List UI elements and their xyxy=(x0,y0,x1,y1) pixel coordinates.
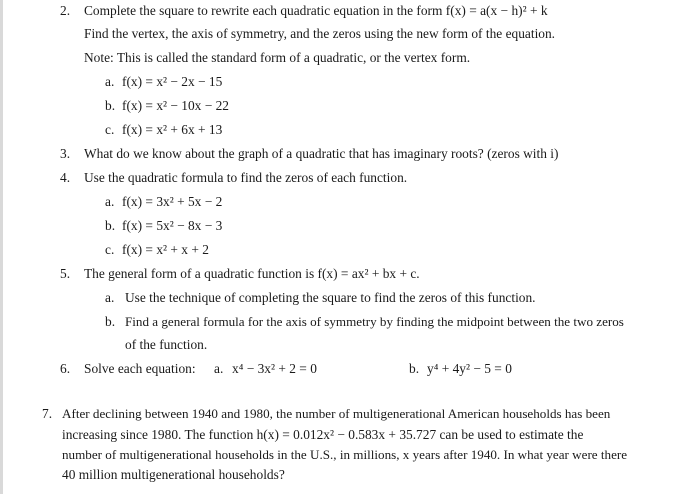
problem-4a-expression: f(x) = 3x² + 5x − 2 xyxy=(122,194,223,209)
problem-6b-expression: y⁴ + 4y² − 5 = 0 xyxy=(427,361,512,376)
problem-4b-expression: f(x) = 5x² − 8x − 3 xyxy=(122,218,223,233)
problem-2c-expression: f(x) = x² + 6x + 13 xyxy=(122,122,223,137)
problem-4c-expression: f(x) = x² + x + 2 xyxy=(122,242,209,257)
problem-2-note: Note: This is called the standard form of a quadratic, or the vertex form. xyxy=(84,50,471,65)
problem-5a-label: a. xyxy=(105,290,115,305)
problem-2a-label: a. xyxy=(105,74,115,89)
problem-2-prompt: Complete the square to rewrite each quadratic equation in the form f(x) = a(x − h)² + k xyxy=(84,3,548,18)
problem-7-line-2: increasing since 1980. The function h(x) = 0.012x² − 0.583x + 35.727 can be used to estimate the xyxy=(62,427,584,442)
problem-2b-expression: f(x) = x² − 10x − 22 xyxy=(122,98,230,113)
problem-6a-label: a. xyxy=(214,361,224,376)
problem-7-number: 7. xyxy=(42,406,53,421)
problem-2a-expression: f(x) = x² − 2x − 15 xyxy=(122,74,223,89)
problem-7-line-3: number of multigenerational households in the U.S., in millions, x years after 1940. In what year were there xyxy=(62,447,628,462)
problem-4c-label: c. xyxy=(105,242,115,257)
problem-5-number: 5. xyxy=(60,266,71,281)
problem-6b-label: b. xyxy=(409,361,420,376)
problem-3-number: 3. xyxy=(60,146,71,161)
problem-6-prompt: Solve each equation: xyxy=(84,361,196,376)
problem-2-instruction: Find the vertex, the axis of symmetry, and the zeros using the new form of the equation. xyxy=(84,26,556,41)
problem-5b-text: Find a general formula for the axis of symmetry by finding the midpoint between the two zeros xyxy=(125,314,624,329)
problem-5b-text-continued: of the function. xyxy=(125,337,208,352)
problem-4-prompt: Use the quadratic formula to find the zeros of each function. xyxy=(84,170,408,185)
problem-4a-label: a. xyxy=(105,194,115,209)
problem-2c-label: c. xyxy=(105,122,115,137)
problem-7-line-4: 40 million multigenerational households? xyxy=(62,467,285,482)
problem-5-prompt: The general form of a quadratic function is f(x) = ax² + bx + c. xyxy=(84,266,420,281)
page-edge xyxy=(0,0,3,494)
problem-4b-label: b. xyxy=(105,218,116,233)
problem-2-number: 2. xyxy=(60,3,71,18)
problem-5b-label: b. xyxy=(105,314,116,329)
problem-3-prompt: What do we know about the graph of a quadratic that has imaginary roots? (zeros with i) xyxy=(84,146,559,161)
problem-6-number: 6. xyxy=(60,361,71,376)
problem-2b-label: b. xyxy=(105,98,116,113)
problem-5a-text: Use the technique of completing the square to find the zeros of this function. xyxy=(125,290,536,305)
problem-7-line-1: After declining between 1940 and 1980, the number of multigenerational American households has been xyxy=(62,406,611,421)
problem-4-number: 4. xyxy=(60,170,71,185)
problem-6a-expression: x⁴ − 3x² + 2 = 0 xyxy=(232,361,317,376)
